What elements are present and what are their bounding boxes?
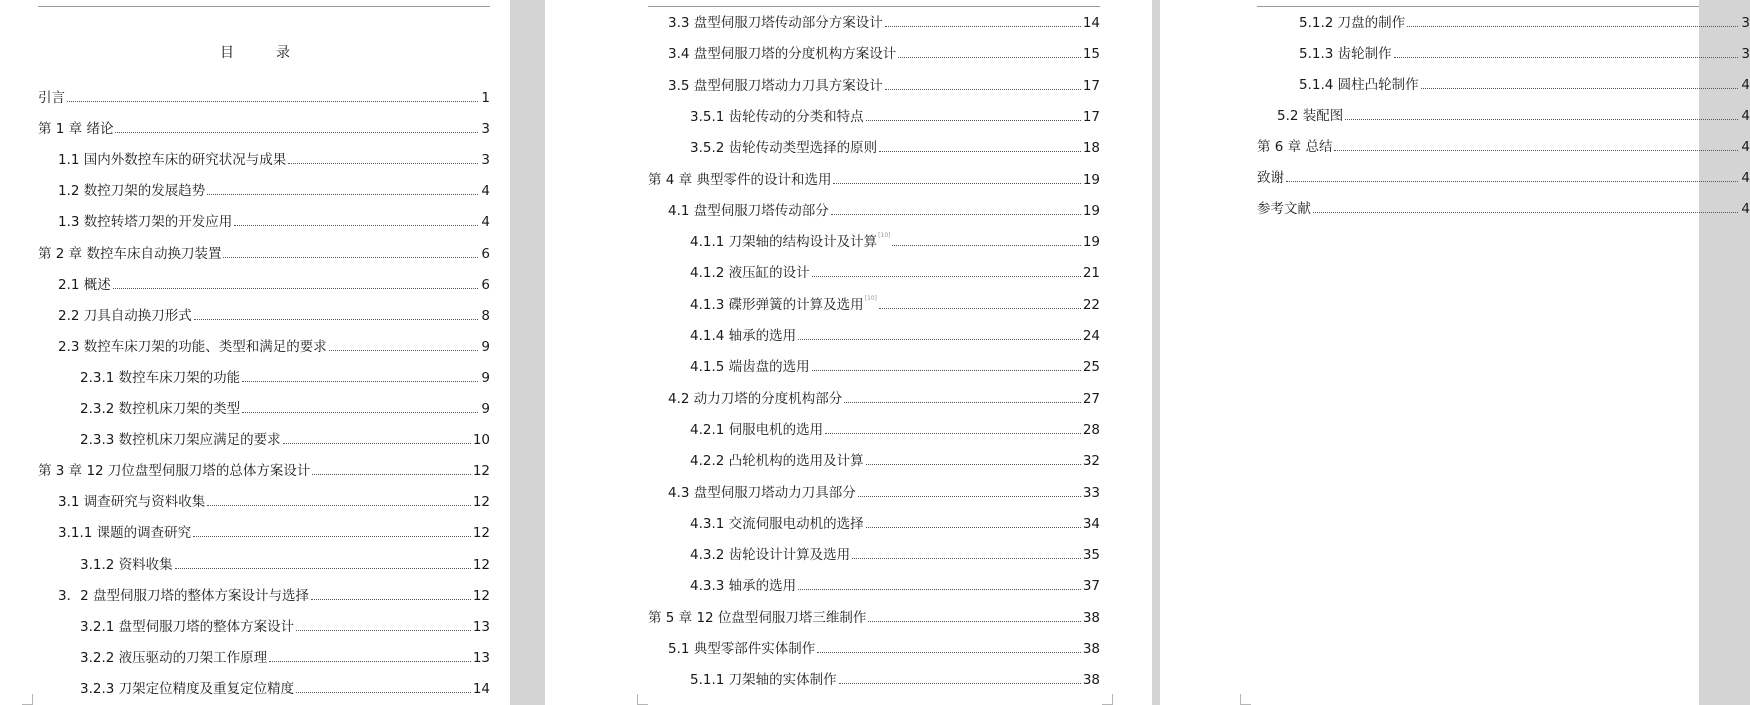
toc-entry-title	[80, 555, 173, 575]
toc-entry-title	[58, 150, 286, 170]
toc-entry-title	[38, 461, 310, 481]
toc-entry-title	[58, 523, 191, 543]
toc-dot-leader	[868, 621, 1080, 622]
toc-page-number: 12	[472, 525, 490, 541]
toc-entry-text: 5.1 典型零部件实体制作	[668, 641, 816, 657]
toc-entry[interactable]	[80, 428, 490, 450]
toc-entry-title	[690, 289, 877, 315]
toc-entry-title	[1257, 199, 1311, 219]
toc-entry-text: 3.2.1 盘型伺服刀塔的整体方案设计	[80, 619, 295, 635]
toc-entry[interactable]	[58, 490, 490, 512]
toc-entry-text: 4.3.1 交流伺服电动机的选择	[690, 516, 864, 532]
toc-entry[interactable]	[1299, 11, 1750, 33]
toc-entry-text: 3.2.2 液压驱动的刀架工作原理	[80, 650, 268, 666]
toc-page-number: 13	[472, 619, 490, 635]
toc-page-number: 3	[481, 121, 490, 137]
citation-marker: [10]	[878, 232, 891, 239]
toc-entry-title	[58, 181, 205, 201]
toc-entry[interactable]	[58, 273, 490, 295]
toc-dot-leader	[1334, 150, 1738, 151]
toc-page-number: 24	[1082, 328, 1100, 344]
toc-entry-text: 4.3 盘型伺服刀塔动力刀具部分	[668, 485, 856, 501]
toc-page-number: 4	[1741, 139, 1750, 155]
toc-page-number: 9	[481, 401, 490, 417]
toc-entry-text: 致谢	[1257, 170, 1284, 186]
toc-dot-leader	[892, 245, 1080, 246]
toc-entry[interactable]	[668, 42, 1100, 64]
toc-dot-leader	[311, 599, 471, 600]
toc-entry-text: 5.1.4 圆柱凸轮制作	[1299, 77, 1419, 93]
toc-entry-text: 3.5.1 齿轮传动的分类和特点	[690, 109, 864, 125]
toc-page-number: 9	[481, 370, 490, 386]
toc-page-number: 22	[1082, 297, 1100, 313]
toc-dot-leader	[1345, 119, 1738, 120]
toc-dot-leader	[115, 132, 478, 133]
toc-entry[interactable]	[1257, 135, 1750, 157]
toc-page-number: 6	[481, 277, 490, 293]
toc-entry-title	[668, 639, 815, 659]
toc-entry-text: 4.2.1 伺服电机的选用	[690, 422, 824, 438]
toc-page-number: 38	[1082, 610, 1100, 626]
toc-dot-leader	[242, 381, 478, 382]
toc-entry-text: 5.1.1 刀架轴的实体制作	[690, 672, 837, 688]
toc-entry[interactable]	[1299, 42, 1750, 64]
header-rule	[648, 6, 1100, 7]
toc-dot-leader	[1407, 26, 1738, 27]
toc-dot-leader	[831, 214, 1081, 215]
toc-entry-title	[80, 617, 294, 637]
toc-entry-text: 2.3.3 数控机床刀架应满足的要求	[80, 432, 281, 448]
toc-entry[interactable]	[690, 418, 1100, 440]
toc-page-number: 25	[1082, 359, 1100, 375]
toc-entry-title	[1299, 13, 1405, 33]
toc-page-number: 19	[1082, 203, 1100, 219]
toc-entry-text: 3.5.2 齿轮传动类型选择的原则	[690, 140, 878, 156]
toc-entry[interactable]	[668, 481, 1100, 503]
toc-dot-leader	[1394, 57, 1738, 58]
page-corner-mark	[637, 694, 648, 705]
toc-entry[interactable]	[58, 210, 490, 232]
toc-entry[interactable]	[690, 230, 1100, 252]
toc-entry[interactable]	[648, 168, 1100, 190]
page-corner-mark	[22, 694, 33, 705]
toc-entry-text: 2.3.2 数控机床刀架的类型	[80, 401, 241, 417]
toc-dot-leader	[879, 308, 1081, 309]
toc-entry-text: 第 3 章 12 刀位盘型伺服刀塔的总体方案设计	[38, 463, 311, 479]
toc-entry[interactable]	[668, 11, 1100, 33]
toc-dot-leader	[833, 183, 1080, 184]
toc-page-number: 14	[1082, 15, 1100, 31]
toc-page-number: 19	[1082, 234, 1100, 250]
toc-dot-leader	[852, 558, 1081, 559]
toc-dot-leader	[67, 101, 478, 102]
toc-entry[interactable]	[80, 646, 490, 668]
toc-entry-title	[668, 13, 883, 33]
toc-entry-title	[690, 514, 864, 534]
toc-entry[interactable]	[668, 74, 1100, 96]
page-corner-mark	[1102, 694, 1113, 705]
toc-entry-text: 4.1.5 端齿盘的选用	[690, 359, 810, 375]
toc-page-number: 28	[1082, 422, 1100, 438]
toc-entry-title	[38, 119, 113, 139]
toc-page-number: 33	[1082, 485, 1100, 501]
toc-entry-title	[690, 226, 890, 252]
toc-dot-leader	[817, 652, 1081, 653]
toc-dot-leader	[866, 527, 1081, 528]
toc-entry-title	[668, 389, 842, 409]
toc-page-number: 4	[481, 183, 490, 199]
toc-entry-title	[1299, 44, 1392, 64]
toc-entry-title	[80, 368, 240, 388]
toc-entry-text: 1.3 数控转塔刀架的开发应用	[58, 214, 233, 230]
toc-page-number: 17	[1082, 78, 1100, 94]
toc-entry-text: 第 2 章 数控车床自动换刀装置	[38, 246, 222, 262]
toc-entry[interactable]	[690, 449, 1100, 471]
toc-page-number: 19	[1082, 172, 1100, 188]
toc-page-number: 34	[1082, 516, 1100, 532]
toc-page-number: 17	[1082, 109, 1100, 125]
toc-page-number: 3	[481, 152, 490, 168]
toc-entry[interactable]	[690, 574, 1100, 596]
toc-dot-leader	[288, 163, 478, 164]
toc-dot-leader	[194, 319, 478, 320]
toc-entry-title	[38, 244, 221, 264]
toc-entry[interactable]	[690, 324, 1100, 346]
toc-entry-text: 2.3 数控车床刀架的功能、类型和满足的要求	[58, 339, 327, 355]
toc-entry-text: 4.3.2 齿轮设计计算及选用	[690, 547, 851, 563]
document-page-1	[0, 0, 510, 705]
document-page-3	[1160, 0, 1750, 705]
toc-entry-title	[690, 326, 796, 346]
toc-page-number: 8	[481, 308, 490, 324]
toc-entry[interactable]	[38, 86, 490, 108]
toc-title: 目 录	[220, 45, 304, 61]
toc-entry[interactable]	[668, 387, 1100, 409]
toc-entry-title	[58, 275, 111, 295]
toc-entry-title	[690, 451, 864, 471]
toc-entry-title	[1299, 75, 1419, 95]
toc-entry[interactable]	[1277, 104, 1750, 126]
toc-entry-text: 4.1.1 刀架轴的结构设计及计算	[690, 234, 878, 250]
toc-entry[interactable]	[648, 606, 1100, 628]
toc-entry-text: 第 1 章 绪论	[38, 121, 114, 137]
toc-dot-leader	[113, 288, 478, 289]
toc-entry-title	[668, 483, 856, 503]
toc-dot-leader	[898, 57, 1081, 58]
toc-page-number: 9	[481, 339, 490, 355]
toc-page-number: 1	[481, 90, 490, 106]
toc-dot-leader	[798, 339, 1081, 340]
toc-entry-title	[690, 420, 823, 440]
toc-entry[interactable]	[690, 668, 1100, 690]
toc-dot-leader	[1286, 181, 1738, 182]
toc-entry-title	[38, 88, 65, 108]
toc-entry-title	[668, 76, 883, 96]
toc-dot-leader	[234, 225, 478, 226]
toc-entry-text: 第 6 章 总结	[1257, 139, 1333, 155]
toc-dot-leader	[885, 89, 1081, 90]
toc-entry-title	[690, 670, 837, 690]
toc-entry[interactable]	[58, 335, 490, 357]
toc-entry-text: 2.2 刀具自动换刀形式	[58, 308, 192, 324]
toc-entry-text: 5.2 装配图	[1277, 108, 1344, 124]
toc-page-number: 27	[1082, 391, 1100, 407]
toc-dot-leader	[879, 151, 1081, 152]
toc-dot-leader	[825, 433, 1081, 434]
toc-page-number: 13	[472, 650, 490, 666]
toc-dot-leader	[223, 257, 478, 258]
toc-page-number: 21	[1082, 265, 1100, 281]
toc-page-number: 38	[1082, 672, 1100, 688]
toc-entry-text: 1.1 国内外数控车床的研究状况与成果	[58, 152, 287, 168]
toc-entry[interactable]	[58, 179, 490, 201]
toc-dot-leader	[312, 474, 470, 475]
toc-entry-text: 3.1.1 课题的调查研究	[58, 525, 192, 541]
toc-entry[interactable]	[38, 242, 490, 264]
toc-entry[interactable]	[690, 512, 1100, 534]
toc-dot-leader	[858, 496, 1081, 497]
toc-entry-title	[80, 648, 267, 668]
toc-entry[interactable]	[80, 366, 490, 388]
toc-entry-text: 4.1.3 碟形弹簧的计算及选用	[690, 297, 864, 313]
toc-page-number: 18	[1082, 140, 1100, 156]
toc-dot-leader	[242, 412, 478, 413]
toc-page-number: 4	[1741, 170, 1750, 186]
toc-dot-leader	[839, 683, 1081, 684]
toc-entry-title	[1257, 168, 1284, 188]
toc-page-number: 4	[1741, 108, 1750, 124]
toc-entry-text: 4.1.2 液压缸的设计	[690, 265, 810, 281]
toc-entry-title	[80, 679, 294, 699]
toc-page-number: 15	[1082, 46, 1100, 62]
toc-entry-text: 4.1.4 轴承的选用	[690, 328, 797, 344]
toc-page-number: 3	[1741, 15, 1750, 31]
toc-page-number: 12	[472, 588, 490, 604]
toc-entry[interactable]	[58, 304, 490, 326]
toc-entry-title	[58, 586, 309, 606]
toc-entry[interactable]	[58, 521, 490, 543]
toc-entry-text: 2.3.1 数控车床刀架的功能	[80, 370, 241, 386]
toc-entry-text: 4.2.2 凸轮机构的选用及计算	[690, 453, 864, 469]
toc-entry-text: 2.1 概述	[58, 277, 111, 293]
toc-dot-leader	[812, 370, 1081, 371]
toc-entry[interactable]	[1257, 166, 1750, 188]
header-rule	[38, 6, 490, 7]
toc-page-number: 37	[1082, 578, 1100, 594]
toc-entry-text: 3.4 盘型伺服刀塔的分度机构方案设计	[668, 46, 897, 62]
toc-page-number: 3	[1741, 46, 1750, 62]
toc-entry[interactable]	[58, 148, 490, 170]
toc-entry[interactable]	[690, 293, 1100, 315]
toc-entry[interactable]	[690, 261, 1100, 283]
toc-entry[interactable]	[690, 355, 1100, 377]
toc-page-number: 12	[472, 463, 490, 479]
toc-entry-title	[80, 430, 281, 450]
toc-entry-title	[58, 492, 205, 512]
toc-entry-title	[690, 138, 877, 158]
toc-page-number: 4	[481, 214, 490, 230]
toc-entry-text: 5.1.3 齿轮制作	[1299, 46, 1392, 62]
toc-entry-title	[690, 107, 864, 127]
toc-entry-title	[668, 201, 829, 221]
toc-page-number: 14	[472, 681, 490, 697]
toc-entry[interactable]	[80, 397, 490, 419]
toc-dot-leader	[812, 276, 1081, 277]
toc-entry-text: 第 4 章 典型零件的设计和选用	[648, 172, 832, 188]
toc-dot-leader	[798, 589, 1081, 590]
toc-entry-title	[668, 44, 896, 64]
toc-entry-text: 5.1.2 刀盘的制作	[1299, 15, 1406, 31]
toc-dot-leader	[175, 568, 471, 569]
toc-dot-leader	[207, 194, 478, 195]
toc-entry-title	[690, 357, 810, 377]
toc-page-number: 35	[1082, 547, 1100, 563]
toc-page-number: 4	[1741, 77, 1750, 93]
toc-entry-title	[58, 212, 232, 232]
toc-entry[interactable]	[38, 117, 490, 139]
toc-entry-text: 3.1.2 资料收集	[80, 557, 173, 573]
toc-entry[interactable]	[80, 615, 490, 637]
toc-entry[interactable]	[668, 199, 1100, 221]
toc-entry-title	[1277, 106, 1343, 126]
toc-entry-text: 1.2 数控刀架的发展趋势	[58, 183, 206, 199]
toc-dot-leader	[329, 350, 478, 351]
toc-entry[interactable]	[668, 637, 1100, 659]
toc-entry-text: 3.5 盘型伺服刀塔动力刀具方案设计	[668, 78, 883, 94]
toc-entry-title	[58, 306, 192, 326]
toc-entry-text: 4.1 盘型伺服刀塔传动部分	[668, 203, 829, 219]
toc-dot-leader	[844, 402, 1081, 403]
toc-page-number: 38	[1082, 641, 1100, 657]
toc-entry-title	[690, 545, 850, 565]
toc-dot-leader	[283, 443, 471, 444]
toc-dot-leader	[296, 692, 471, 693]
toc-entry-text: 3.1 调查研究与资料收集	[58, 494, 206, 510]
toc-entry[interactable]	[1299, 73, 1750, 95]
toc-entry-text: 参考文献	[1257, 201, 1311, 217]
toc-entry[interactable]	[58, 584, 490, 606]
toc-entry[interactable]	[690, 136, 1100, 158]
header-rule	[1257, 6, 1699, 7]
toc-dot-leader	[193, 536, 471, 537]
toc-entry-text: 3.3 盘型伺服刀塔传动部分方案设计	[668, 15, 883, 31]
toc-page-number: 32	[1082, 453, 1100, 469]
toc-entry-text: 3．2 盘型伺服刀塔的整体方案设计与选择	[58, 588, 309, 604]
toc-entry-text: 第 5 章 12 位盘型伺服刀塔三维制作	[648, 610, 867, 626]
document-page-2	[545, 0, 1152, 705]
toc-entry-title	[80, 399, 240, 419]
page-corner-mark	[1240, 694, 1251, 705]
toc-entry[interactable]	[690, 105, 1100, 127]
toc-entry-title	[1257, 137, 1332, 157]
toc-dot-leader	[1421, 88, 1738, 89]
toc-entry-title	[690, 576, 796, 596]
toc-entry[interactable]	[38, 459, 490, 481]
toc-dot-leader	[1313, 212, 1738, 213]
toc-entry[interactable]	[690, 543, 1100, 565]
toc-entry[interactable]	[80, 677, 490, 699]
toc-entry[interactable]	[1257, 197, 1750, 219]
toc-dot-leader	[269, 661, 471, 662]
toc-dot-leader	[207, 505, 471, 506]
toc-entry-text: 4.2 动力刀塔的分度机构部分	[668, 391, 843, 407]
toc-page-number: 10	[472, 432, 490, 448]
toc-dot-leader	[296, 630, 471, 631]
toc-entry-title	[690, 263, 810, 283]
toc-page-number: 12	[472, 494, 490, 510]
toc-dot-leader	[866, 120, 1081, 121]
citation-marker: [10]	[864, 295, 877, 302]
toc-entry[interactable]	[80, 553, 490, 575]
toc-dot-leader	[866, 464, 1081, 465]
toc-dot-leader	[885, 26, 1081, 27]
toc-entry-text: 3.2.3 刀架定位精度及重复定位精度	[80, 681, 295, 697]
toc-entry-title	[648, 170, 831, 190]
toc-page-number: 4	[1741, 201, 1750, 217]
toc-page-number: 12	[472, 557, 490, 573]
toc-page-number: 6	[481, 246, 490, 262]
toc-entry-text: 4.3.3 轴承的选用	[690, 578, 797, 594]
toc-entry-title	[58, 337, 327, 357]
toc-entry-text: 引言	[38, 90, 65, 106]
toc-entry-title	[648, 608, 866, 628]
